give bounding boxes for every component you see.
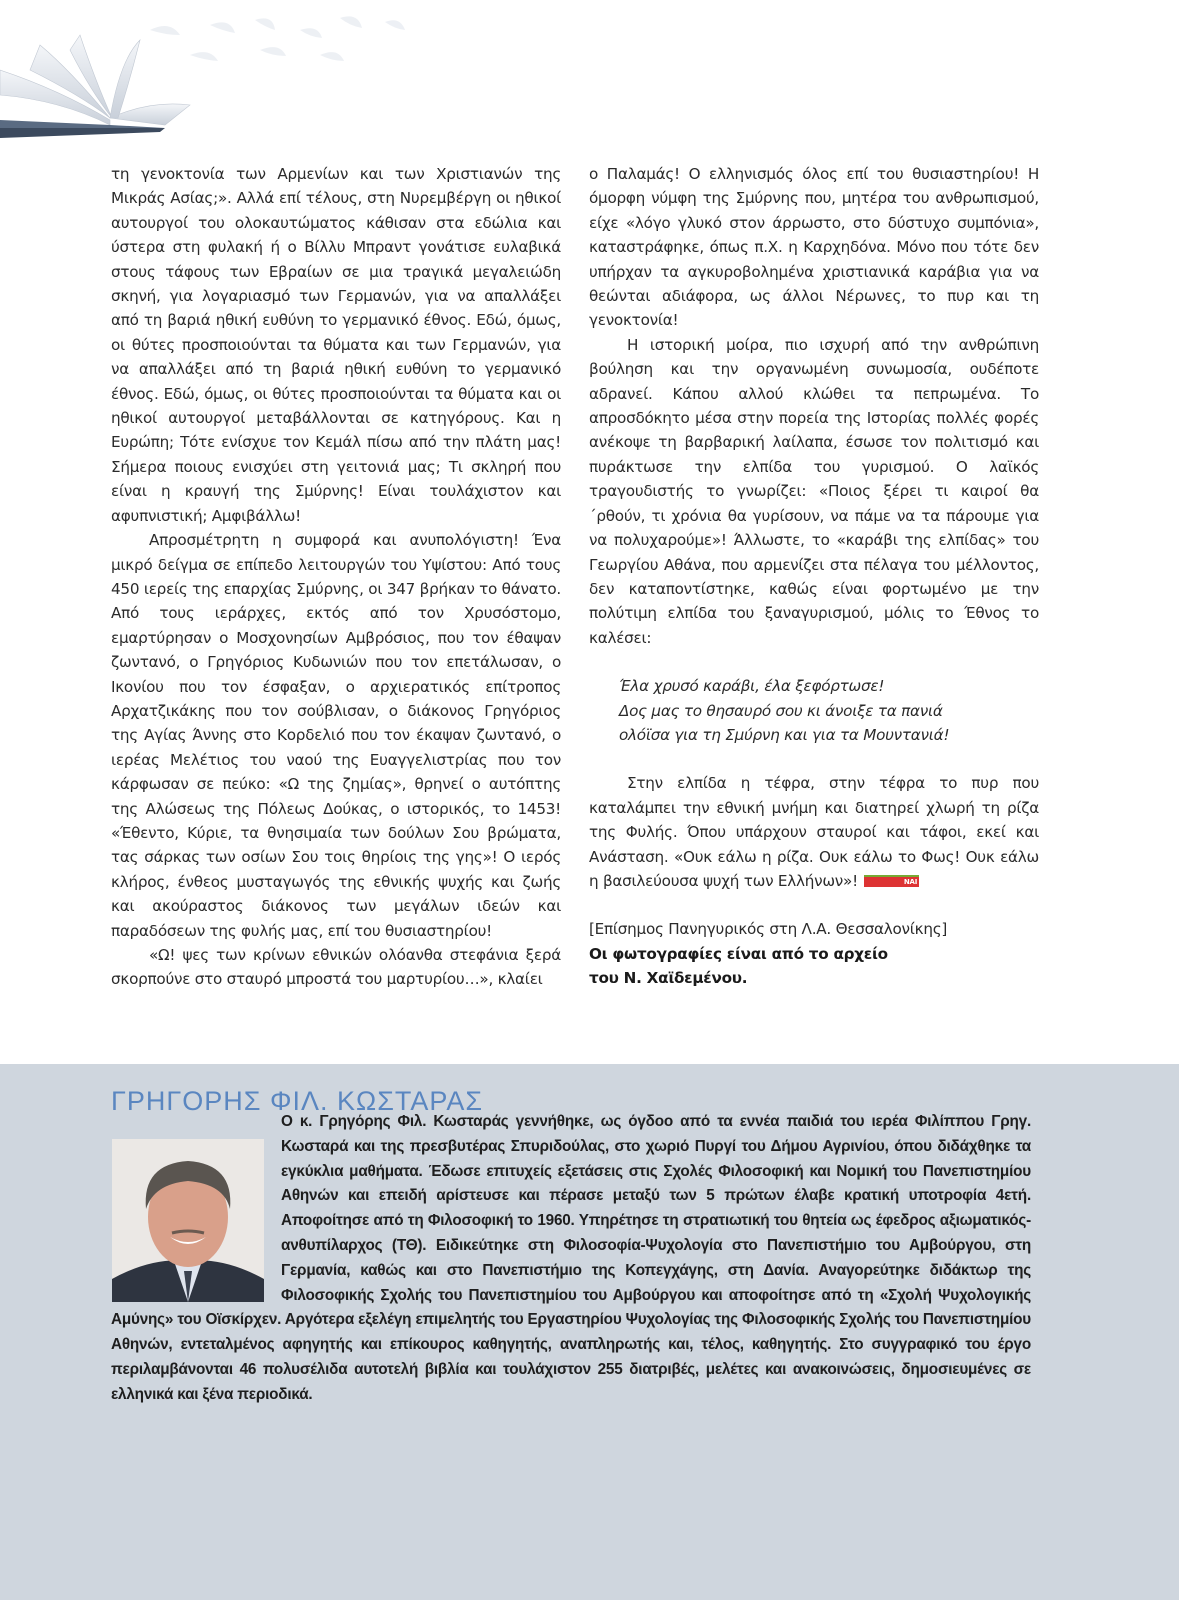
article-left-column <box>111 162 561 992</box>
bio-paragraph: Ο κ. Γρηγόρης Φιλ. Κωσταράς γεννήθηκε, ως όγδοο από τα εννέα παιδιά του ιερέα Φιλίππου Γρηγ. Κωσταρά και της πρεσβυτέρας Σπυριδούλας, στο χωριό Πυργί του Δήμου Αγρινίου, όπου διδάχθηκε τα εγκύκλια μαθήματα. Έδωσε επιτυχείς εξετάσεις στις Σχολές Φιλοσοφική και Νομική του Πανεπιστημίου Αθηνών και επειδή αρίστευσε και πέρασε μεταξύ των 5 πρώτων έλαβε κρατική υποτροφία 4ετή. Αποφοίτησε από τη Φιλοσοφική το 1960. Υπηρέτησε τη στρατιωτική του θητεία ως έφεδρος αξιωματικός-ανθυπίλαρχος (ΤΘ). Ειδικεύτηκε στη Φιλοσοφία-Ψυχολογία στο Πανεπιστήμιο του Αμβούργου, στη Γερμανία, καθώς και στο Πανεπιστήμιο της Κοπεγχάγης, στη Δανία. Αναγορεύτηκε διδάκτωρ της Φιλοσοφικής Σχολής του Πανεπιστημίου του Αμβούργου και αποφοίτησε από τη «Σχολή Ψυχολογικής Αμύνης» του Οϊσκίρχεν. Αργότερα εξελέγη επιμελητής του Εργαστηρίου Ψυχολογίας της Φιλοσοφικής Σχολής του Πανεπιστημίου Αθηνών, εντεταλμένος αφηγητής και επίκουρος καθηγητής, αναπληρωτής και, τέλος, καθηγητής. Στο συγγραφικό του έργο περιλαμβάνονται 46 πολυσέλιδα αυτοτελή βιβλία και τουλάχιστον 255 διατριβές, μελέτες και ανακοινώσεις, δημοσιευμένες σε ελληνικά και ξένα περιοδικά. <box>111 1113 1031 1403</box>
source-note: [Επίσημος Πανηγυρικός στη Λ.Α. Θεσσαλονίκης] <box>589 920 948 939</box>
header-book-illustration <box>0 0 420 150</box>
photo-spacer <box>111 1110 281 1308</box>
poem-line: Δος μας το θησαυρό σου κι άνοιξε τα πανιά <box>619 701 943 720</box>
photo-credit-line: του Ν. Χαϊδεμένου. <box>589 969 748 988</box>
paragraph: Απροσμέτρητη η συμφορά και ανυπολόγιστη! Ένα μικρό δείγμα σε επίπεδο λειτουργών του Υψίστου: Από τους 450 ιερείς της επαρχίας Σμύρνης, οι 347 βρήκαν το θάνατο. Από τους ιεράρχες, εκτός από τον Χρυσόστομο, εμαρτύρησαν ο Μοσχονησίων Αμβρόσιος, που τον έθαψαν ζωντανό, ο Γρηγόριος Κυδωνιών που τον επετάλωσαν, ο Ικονίου που τον έσφαξαν, ο αρχιερατικός επίτροπος Αρχατζικάκης που τον σούβλισαν, ο διάκονος Γρηγόριος της Αγίας Άννης στο Κορδελιό που τον έκαψαν ζωντανό, ο ιερέας Μελέτιος του ναού της Ευαγγελιστρίας που τον κάρφωσαν σε πεύκο: «Ω της ζημίας», θρηνεί ο αυτόπτης της Αλώσεως της Πόλεως Δούκας, ο ιστορικός, το 1453! «Έθεντο, Κύριε, τα θνησιμαία των δούλων Σου βρώματα, τας σάρκας των οσίων Σου τοις θηρίοις της γης»! Ο ιερός κλήρος, ένθεος μυσταγωγός της εθνικής ψυχής και ζωής και ακούραστος διάκονος των μεγάλων ιδεών και παραδόσεων της φυλής μας, επί του θυσιαστηρίου! <box>111 531 561 940</box>
paragraph: τη γενοκτονία των Αρμενίων και των Χριστιανών της Μικράς Ασίας;». Αλλά επί τέλους, στη Νυρεμβέργη οι ηθικοί αυτουργοί του ολοκαυτώματος κάθισαν στα εδώλια και ύστερα στη φυλακή ή ο Βίλλυ Μπραντ γονάτισε ευλαβικά στους τάφους των Εβραίων σε μια τραγικά μεγαλειώδη σκηνή, για λογαριασμό των Γερμανών, για να απαλλάξει από τη βαριά ηθική ευθύνη το γερμανικό έθνος. Εδώ, όμως, οι θύτες προσποιούνται τα θύματα και των Γερμανών, για να απαλλάξει από τη βαριά ηθική ευθύνη το γερμανικό έθνος. Εδώ, όμως, οι θύτες προσποιούνται τα θύματα και οι ηθικοί αυτουργοί μεταβάλλονται σε κατηγόρους. Και η Ευρώπη; Τότε ενίσχυε τον Κεμάλ πίσω από την πλάτη μας! Σήμερα ποιους ενισχύει στη γειτονιά μας; Τι σκληρή που είναι η κραυγή της Σμύρνης! Είναι τουλάχιστον και αφυπνιστική; Αμφιβάλλω! <box>111 165 561 525</box>
article-right-column <box>589 162 1039 991</box>
photo-credit <box>589 942 1039 991</box>
nai-end-mark-icon: ΝΑΙ <box>864 875 919 887</box>
author-name-heading: ΓΡΗΓΟΡΗΣ ΦΙΛ. ΚΩΣΤΑΡΑΣ <box>111 1086 484 1116</box>
paragraph: ο Παλαμάς! Ο ελληνισμός όλος επί του θυσιαστηρίου! Η όμορφη νύμφη της Σμύρνης που, μητέρα του ανθρωπισμού, είχε «λόγο γλυκό στον άρρωστο, στο δύστυχο συμπόνια», καταστράφηκε, όπως π.Χ. η Καρχηδόνα. Μόνο που τότε δεν υπήρχαν τα αγκυροβολημένα χριστιανικά καράβια για να θεώνται αδιάφορα, ως άλλοι Νέρωνες, το πυρ και τη γενοκτονία! <box>589 165 1039 330</box>
closing-paragraph <box>589 771 1039 893</box>
paragraph: Η ιστορική μοίρα, πιο ισχυρή από την ανθρώπινη βούληση και την οργανωμένη συνωμοσία, ουδέποτε αδρανεί. Κάπου αλλού κλώθει τα πεπρωμένα. Το απροσδόκητο μέσα στην πορεία της Ιστορίας πολλές φορές ανέκοψε τη βαρβαρική λαίλαπα, έσωσε τον πολιτισμό και πυράκτωσε την ελπίδα του γυρισμού. Ο λαϊκός τραγουδιστής το γνωρίζει: «Ποιος ξέρει τι καιροί θα ΄ρθούν, τι χρόνια θα γυρίσουν, να πάμε να τα πάρουμε για να πολυχαρούμε»! Άλλωστε, το «καράβι της ελπίδας» του Γεωργίου Αθάνα, που αρμενίζει στα πέλαγα του μέλλοντος, δεν καταποντίστηκε, καθώς είναι φορτωμένο με την πολύτιμη ελπίδα του ξαναγυρισμού, μόλις το Έθνος το καλέσει: <box>589 335 1039 647</box>
poem-line: Έλα χρυσό καράβι, έλα ξεφόρτωσε! <box>619 677 885 696</box>
photo-credit-line: Οι φωτογραφίες είναι από το αρχείο <box>589 944 888 963</box>
paragraph: «Ω! ψες των κρίνων εθνικών ολόανθα στεφάνια ξερά σκορπούνε στο σταυρό μπροστά του μαρτυρίου…», κλαίει <box>111 946 561 989</box>
closing-text: Στην ελπίδα η τέφρα, στην τέφρα το πυρ που καταλάμπει την εθνική μνήμη και διατηρεί χλωρή τη ρίζα της Φυλής. Όπου υπάρχουν σταυροί και τάφοι, εκεί και Ανάσταση. «Ουκ εάλω η ρίζα. Ουκ εάλω το Φως! Ουκ εάλω η βασιλεύουσα ψυχή των Ελλήνων»! <box>589 774 1039 890</box>
author-bio-text <box>111 1110 1031 1408</box>
poem-quote <box>619 674 1039 747</box>
poem-line: ολόϊσα για τη Σμύρνη και για τα Μουντανιά! <box>619 725 950 744</box>
